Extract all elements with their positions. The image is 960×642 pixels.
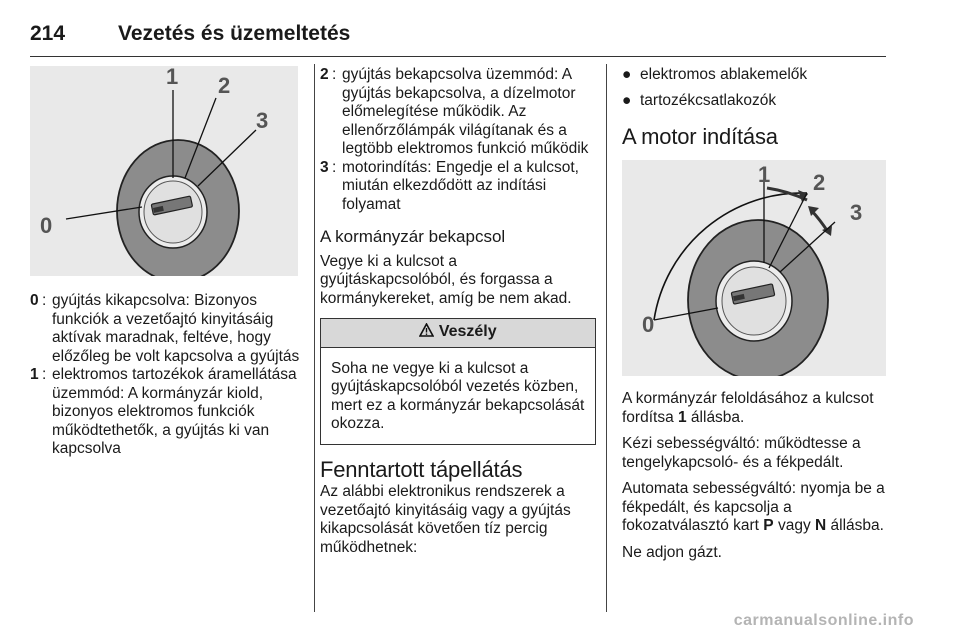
list-item bbox=[622, 92, 887, 111]
position-item bbox=[30, 292, 305, 366]
text-run: Automata sebességváltó: nyomja be a fékpedált, és kapcsolja a fokozatválasztó kart bbox=[622, 480, 885, 534]
list-item-text: elektromos ablakemelők bbox=[640, 66, 808, 83]
position-item bbox=[320, 159, 596, 215]
position-separator: : bbox=[42, 366, 47, 383]
figure-label-2: 2 bbox=[813, 170, 826, 195]
warning-box bbox=[320, 318, 596, 445]
position-emphasis: 1 bbox=[678, 408, 687, 426]
retained-power-text: Az alábbi elektronikus rendszerek a vezetőajtó kinyitásáig vagy a gyújtás kikapcsolását követően tíz percig működhetnek: bbox=[320, 483, 571, 556]
position-key: 1 bbox=[30, 366, 39, 383]
warning-triangle-icon bbox=[419, 323, 438, 340]
steering-lock-heading: A kormányzár bekapcsol bbox=[320, 227, 506, 246]
right-column-body bbox=[622, 390, 887, 562]
position-description: motorindítás: Engedje el a kulcsot, miután elkezdődött az indítási folyamat bbox=[342, 158, 579, 213]
position-item bbox=[30, 366, 305, 459]
warning-title: Veszély bbox=[438, 323, 497, 340]
page-number: 214 bbox=[30, 22, 66, 45]
watermark: carmanualsonline.info bbox=[733, 612, 914, 629]
unlock-instruction bbox=[622, 390, 887, 427]
column-divider-1 bbox=[314, 64, 315, 612]
position-description: gyújtás kikapcsolva: Bizonyos funkciók a vezetőajtó kinyitásáig aktívak maradnak, feltéve, hogy előzőleg be volt kapcsolva a gyújtás bbox=[52, 292, 300, 365]
position-description: gyújtás bekapcsolva üzemmód: A gyújtás bekapcsolva, a dízelmotor előmelegítése működik. Az ellenőrzőlámpák világítanak és a legtöbb elektromos funkció működik bbox=[342, 66, 589, 157]
position-item bbox=[320, 66, 596, 159]
ignition-rotation-icon bbox=[622, 160, 886, 376]
position-key: 3 bbox=[320, 158, 329, 176]
figure-label-0: 0 bbox=[642, 312, 655, 337]
throttle-instruction: Ne adjon gázt. bbox=[622, 543, 722, 561]
bullet-icon: ● bbox=[622, 91, 632, 109]
position-key: 2 bbox=[320, 66, 329, 83]
automatic-transmission-instruction bbox=[622, 480, 887, 536]
left-column bbox=[30, 292, 305, 459]
position-key: 0 bbox=[30, 292, 39, 309]
engine-start-illustration bbox=[622, 160, 886, 376]
text-run: állásba. bbox=[826, 517, 884, 534]
list-item-text: tartozékcsatlakozók bbox=[640, 91, 777, 109]
steering-lock-text: Vegye ki a kulcsot a gyújtáskapcsolóból, és forgassa a kormánykereket, amíg be nem akad. bbox=[320, 252, 572, 307]
position-separator: : bbox=[332, 158, 337, 176]
page-header bbox=[30, 22, 886, 57]
position-separator: : bbox=[42, 292, 47, 309]
retained-power-heading: Fenntartott tápellátás bbox=[320, 456, 523, 482]
gear-emphasis: N bbox=[815, 517, 827, 534]
warning-body: Soha ne vegye ki a kulcsot a gyújtáskapcsolóból vezetés közben, mert ez a kormányzár bekapcsolását okozza. bbox=[331, 359, 585, 432]
figure-label-3: 3 bbox=[850, 200, 863, 225]
text-run: A kormányzár feloldásához a kulcsot fordítsa bbox=[622, 390, 874, 426]
page-title: Vezetés és üzemeltetés bbox=[118, 22, 351, 45]
position-list-left bbox=[30, 292, 305, 459]
right-column bbox=[622, 66, 887, 147]
warning-header bbox=[321, 319, 595, 348]
position-list-middle bbox=[320, 66, 596, 214]
text-run: vagy bbox=[773, 517, 815, 534]
figure-label-1: 1 bbox=[166, 66, 179, 89]
figure-label-2: 2 bbox=[218, 73, 231, 98]
manual-transmission-instruction: Kézi sebességváltó: működtesse a tengelykapcsoló- és a fékpedált. bbox=[622, 435, 861, 471]
bullet-icon: ● bbox=[622, 66, 632, 83]
middle-column bbox=[320, 66, 596, 557]
gear-emphasis: P bbox=[763, 517, 774, 534]
position-separator: : bbox=[332, 66, 337, 83]
figure-label-1: 1 bbox=[758, 162, 771, 187]
engine-start-heading: A motor indítása bbox=[622, 124, 778, 149]
ignition-switch-illustration bbox=[30, 66, 298, 276]
text-run: állásba. bbox=[686, 408, 745, 426]
list-item bbox=[622, 66, 887, 85]
figure-label-0: 0 bbox=[40, 213, 53, 238]
ignition-switch-icon bbox=[30, 66, 298, 276]
column-divider-2 bbox=[606, 64, 607, 612]
figure-label-3: 3 bbox=[256, 108, 269, 133]
position-description: elektromos tartozékok áramellátása üzemmód: A kormányzár kiold, bizonyos elektromos funkciók működtethetők, a gyújtás ki van kapcsolva bbox=[52, 366, 297, 457]
